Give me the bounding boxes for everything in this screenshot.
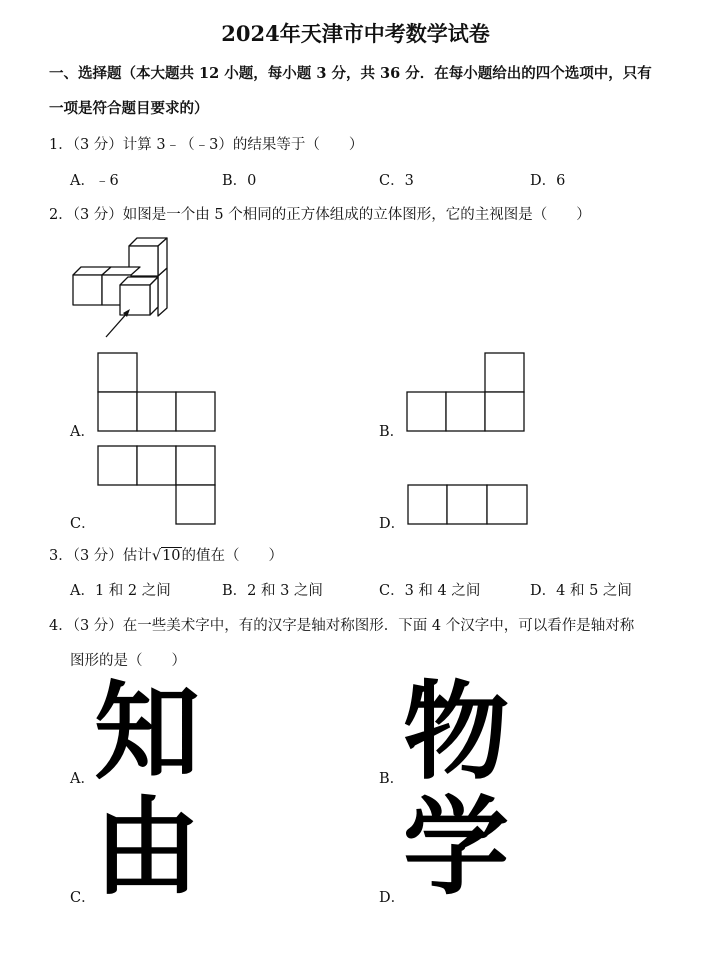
q2-solid-figure xyxy=(68,238,168,343)
q4-option-a-label[interactable]: A． xyxy=(70,771,95,787)
q3-option-a[interactable]: A．1 和 2 之间 xyxy=(70,583,171,599)
q3-stem xyxy=(49,544,283,565)
q2-option-c-label[interactable]: C． xyxy=(70,516,96,532)
q3-sqrt-expression xyxy=(152,548,182,564)
q3-radical-sign: √ xyxy=(151,548,162,564)
q4-option-c-character[interactable]: 由 xyxy=(94,786,200,909)
q1-option-d[interactable]: D．6 xyxy=(530,173,566,189)
section-heading-line1: 一、选择题（本大题共 12 小题，每小题 3 分，共 36 分．在每小题给出的四个选项中，只有 xyxy=(49,65,652,82)
q4-option-b-label[interactable]: B． xyxy=(379,771,405,787)
q2-option-b-figure[interactable] xyxy=(406,352,526,432)
section-heading-line2: 一项是符合题目要求的） xyxy=(49,100,209,117)
q2-option-a-figure[interactable] xyxy=(97,352,217,432)
q2-option-c-figure[interactable] xyxy=(97,445,217,525)
q3-option-b[interactable]: B．2 和 3 之间 xyxy=(222,583,323,599)
q4-option-d-label[interactable]: D． xyxy=(379,890,406,906)
q2-stem: 2．（3 分）如图是一个由 5 个相同的正方体组成的立体图形，它的主视图是（ ） xyxy=(49,207,591,223)
q1-stem: 1．（3 分）计算 3﹣（﹣3）的结果等于（ ） xyxy=(49,137,364,153)
q1-option-b[interactable]: B．0 xyxy=(222,173,257,189)
q3-option-d[interactable]: D．4 和 5 之间 xyxy=(530,583,632,599)
q1-option-a[interactable]: A．﹣6 xyxy=(70,173,119,189)
q2-option-b-label[interactable]: B． xyxy=(379,424,405,440)
q4-option-a-character[interactable]: 知 xyxy=(94,671,200,794)
q4-stem-line2: 图形的是（ ） xyxy=(70,653,186,669)
q1-option-c[interactable]: C．3 xyxy=(379,173,414,189)
q2-option-a-label[interactable]: A． xyxy=(70,424,95,440)
exam-title: 2024年天津市中考数学试卷 xyxy=(221,21,490,46)
q4-option-b-character[interactable]: 物 xyxy=(403,671,509,794)
q3-option-c[interactable]: C．3 和 4 之间 xyxy=(379,583,481,599)
q3-stem-prefix: 3．（3 分）估计 xyxy=(49,548,152,564)
q3-radicand: 10 xyxy=(162,548,181,564)
q4-stem-line1: 4．（3 分）在一些美术字中，有的汉字是轴对称图形．下面 4 个汉字中，可以看作是轴对称 xyxy=(49,618,635,634)
q2-option-d-label[interactable]: D． xyxy=(379,516,406,532)
q2-option-d-figure[interactable] xyxy=(407,484,529,526)
q3-stem-suffix: 的值在（ ） xyxy=(181,548,284,564)
q4-option-c-label[interactable]: C． xyxy=(70,890,96,906)
q4-option-d-character[interactable]: 学 xyxy=(403,786,509,909)
